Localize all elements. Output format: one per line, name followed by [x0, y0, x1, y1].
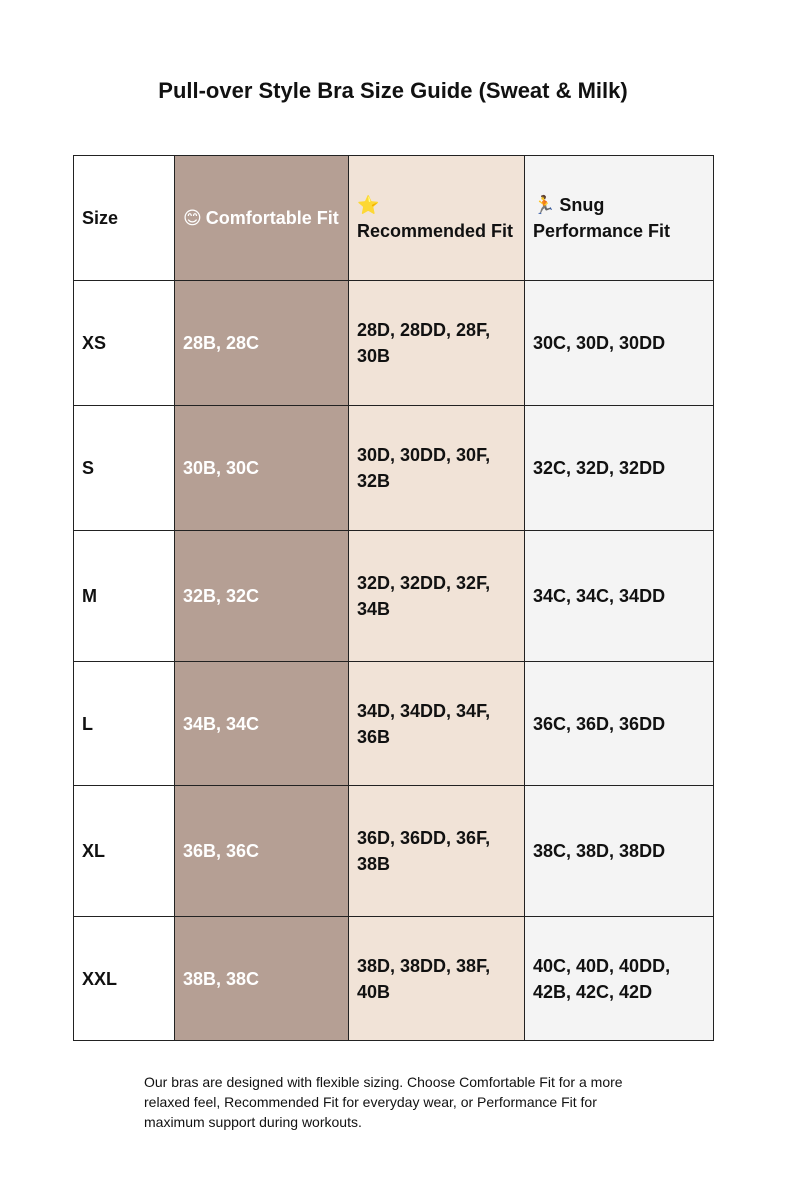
snug-cell: 32C, 32D, 32DD: [525, 406, 714, 531]
snug-cell: 30C, 30D, 30DD: [525, 281, 714, 406]
size-cell: M: [74, 531, 175, 662]
header-comfortable-label: Comfortable Fit: [205, 208, 339, 228]
size-cell: L: [74, 662, 175, 786]
size-cell: S: [74, 406, 175, 531]
header-size: [74, 156, 175, 281]
header-recommended-label: Recommended Fit: [357, 221, 514, 241]
table-row: [74, 406, 714, 531]
table-row: [74, 281, 714, 406]
size-cell: XL: [74, 786, 175, 917]
comfortable-cell: 38B, 38C: [175, 917, 349, 1041]
table-row: [74, 786, 714, 917]
comfortable-cell: 36B, 36C: [175, 786, 349, 917]
recommended-cell: 34D, 34DD, 34F, 36B: [349, 662, 525, 786]
header-snug-label: Snug Performance Fit: [533, 195, 671, 241]
snug-cell: 38C, 38D, 38DD: [525, 786, 714, 917]
smiley-icon: 😊: [183, 208, 202, 228]
comfortable-cell: 34B, 34C: [175, 662, 349, 786]
star-icon: ⭐: [357, 195, 380, 215]
comfortable-cell: 30B, 30C: [175, 406, 349, 531]
table-row: [74, 531, 714, 662]
snug-cell: 34C, 34C, 34DD: [525, 531, 714, 662]
recommended-cell: 36D, 36DD, 36F, 38B: [349, 786, 525, 917]
recommended-cell: 30D, 30DD, 30F, 32B: [349, 406, 525, 531]
recommended-cell: 28D, 28DD, 28F, 30B: [349, 281, 525, 406]
table-row: [74, 917, 714, 1041]
size-guide-table: [73, 155, 714, 1041]
table-header-row: [74, 156, 714, 281]
runner-icon: 🏃: [533, 195, 556, 215]
table-row: [74, 662, 714, 786]
sizing-note: Our bras are designed with flexible sizing. Choose Comfortable Fit for a more relaxed feel, Recommended Fit for everyday wear, or Performance Fit for maximum support during workouts.: [144, 1074, 623, 1130]
comfortable-cell: 32B, 32C: [175, 531, 349, 662]
header-recommended-fit: [349, 156, 525, 281]
recommended-cell: 32D, 32DD, 32F, 34B: [349, 531, 525, 662]
header-comfortable-fit: [175, 156, 349, 281]
recommended-cell: 38D, 38DD, 38F, 40B: [349, 917, 525, 1041]
header-size-label: Size: [82, 208, 119, 228]
snug-cell: 36C, 36D, 36DD: [525, 662, 714, 786]
header-snug-fit: [525, 156, 714, 281]
comfortable-cell: 28B, 28C: [175, 281, 349, 406]
page-title: Pull-over Style Bra Size Guide (Sweat & Milk): [158, 78, 628, 103]
size-cell: XXL: [74, 917, 175, 1041]
snug-cell: 40C, 40D, 40DD, 42B, 42C, 42D: [525, 917, 714, 1041]
size-cell: XS: [74, 281, 175, 406]
